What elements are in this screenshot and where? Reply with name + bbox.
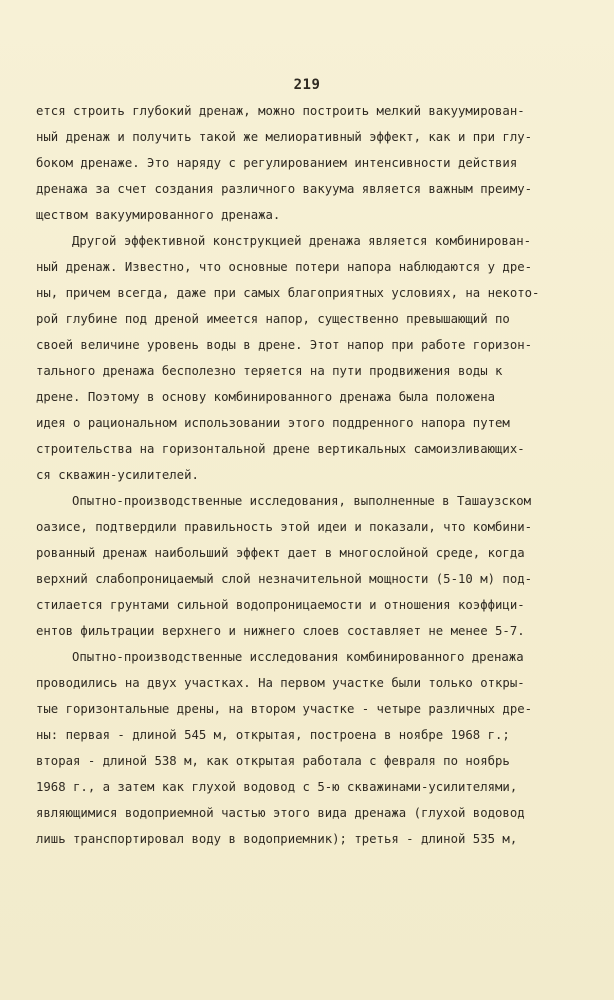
text-line: ный дренаж и получить такой же мелиоративный эффект, как и при глу- — [36, 130, 533, 144]
text-line: являющимися водоприемной частью этого вида дренажа (глухой водовод — [36, 806, 525, 820]
text-line: дрене. Поэтому в основу комбинированного дренажа была положена — [36, 390, 496, 404]
text-line: рой глубине под дреной имеется напор, существенно превышающий по — [36, 312, 510, 326]
text-body — [36, 98, 576, 852]
paragraph-start-line: Опытно-производственные исследования комбинированного дренажа — [72, 650, 524, 664]
text-line: стилается грунтами сильной водопроницаемости и отношения коэффици- — [36, 598, 525, 612]
text-line: строительства на горизонтальной дрене вертикальных самоизливающих- — [36, 442, 525, 456]
text-line: оазисе, подтвердили правильность этой идеи и показали, что комбини- — [36, 520, 533, 534]
text-line: идея о рациональном использовании этого поддренного напора путем — [36, 416, 510, 430]
text-line: тые горизонтальные дрены, на втором участке - четыре различных дре- — [36, 702, 533, 716]
text-line: рованный дренаж наибольший эффект дает в многослойной среде, когда — [36, 546, 525, 560]
paragraph-start-line: Другой эффективной конструкцией дренажа является комбинирован- — [72, 234, 532, 248]
text-line: верхний слабопроницаемый слой незначительной мощности (5-10 м) под- — [36, 572, 533, 586]
text-line: ны: первая - длиной 545 м, открытая, построена в ноябре 1968 г.; — [36, 728, 510, 742]
text-line: ны, причем всегда, даже при самых благоприятных условиях, на некото- — [36, 286, 540, 300]
text-line: ся скважин-усилителей. — [36, 468, 199, 482]
text-line: ентов фильтрации верхнего и нижнего слоев составляет не менее 5-7. — [36, 624, 525, 638]
page-number: 219 — [293, 77, 321, 93]
text-line: дренажа за счет создания различного вакуума является важным преиму- — [36, 182, 533, 196]
text-line: своей величине уровень воды в дрене. Этот напор при работе горизон- — [36, 338, 533, 352]
text-line: 1968 г., а затем как глухой водовод с 5-ю скважинами-усилителями, — [36, 780, 518, 794]
text-line: боком дренаже. Это наряду с регулированием интенсивности действия — [36, 156, 518, 170]
text-line: тального дренажа бесполезно теряется на пути продвижения воды к — [36, 364, 503, 378]
paragraph-start-line: Опытно-производственные исследования, выполненные в Ташаузском — [72, 494, 532, 508]
text-line: ный дренаж. Известно, что основные потери напора наблюдаются у дре- — [36, 260, 533, 274]
text-line: ществом вакуумированного дренажа. — [36, 208, 281, 222]
text-line: ется строить глубокий дренаж, можно построить мелкий вакуумирован- — [36, 104, 525, 118]
text-line: лишь транспортировал воду в водоприемник); третья - длиной 535 м, — [36, 832, 518, 846]
text-line: проводились на двух участках. На первом участке были только откры- — [36, 676, 525, 690]
text-line: вторая - длиной 538 м, как открытая работала с февраля по ноябрь — [36, 754, 510, 768]
